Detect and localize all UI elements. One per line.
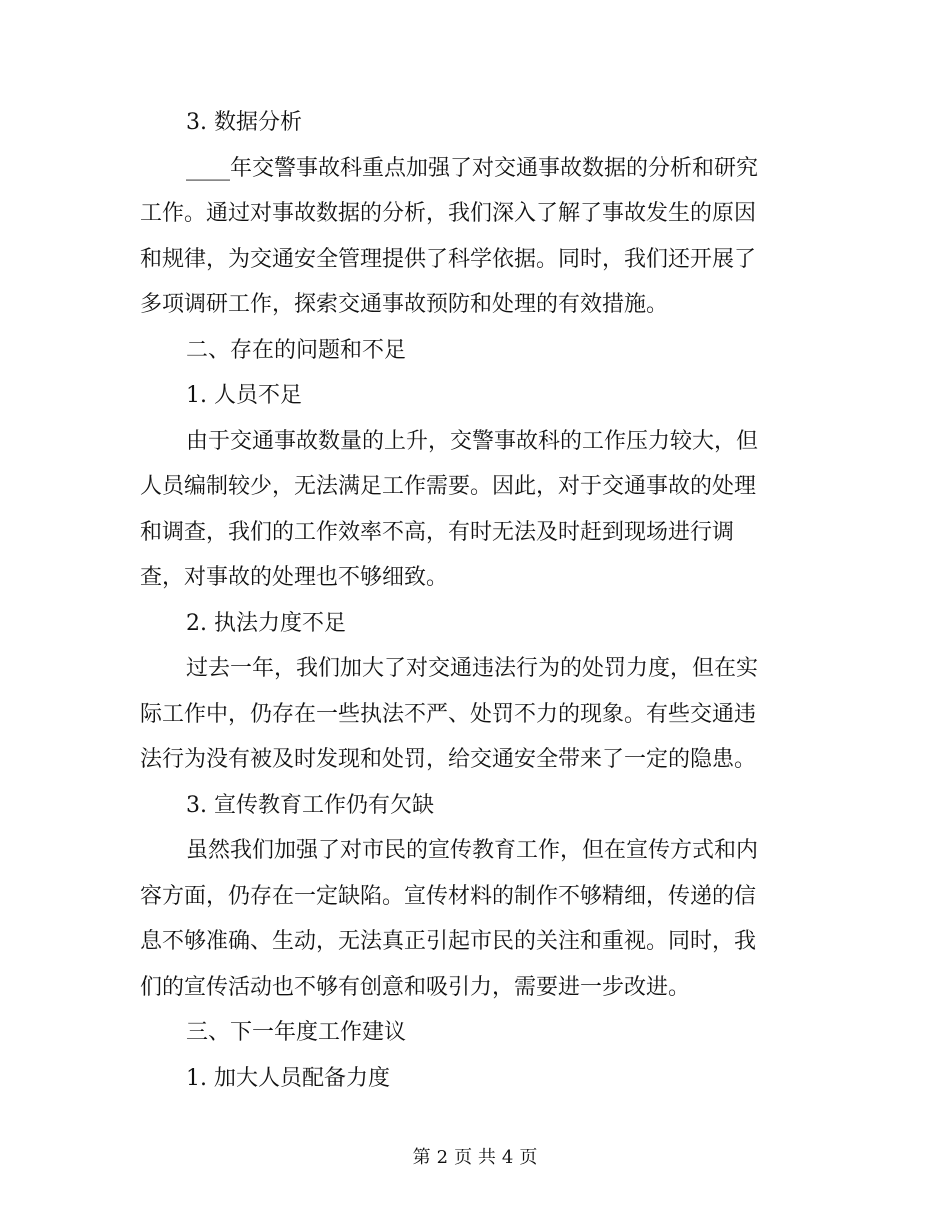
paragraph-line: 际工作中，仍存在一些执法不严、处罚不力的现象。有些交通违: [140, 701, 757, 727]
paragraph-line: 息不够准确、生动，无法真正引起市民的关注和重视。同时，我: [140, 929, 757, 954]
footer-prefix: 第: [412, 1147, 431, 1168]
section-heading-data-analysis: 3. 数据分析: [186, 110, 302, 135]
paragraph-line: 和调查，我们的工作效率不高，有时无法及时赶到现场进行调: [140, 519, 735, 545]
paragraph-line: 人员编制较少，无法满足工作需要。因此，对于交通事故的处理: [140, 474, 757, 499]
section-heading-suggestions: 三、下一年度工作建议: [186, 1020, 407, 1045]
paragraph-line: ____年交警事故科重点加强了对交通事故数据的分析和研究: [186, 155, 759, 181]
paragraph-line: 法行为没有被及时发现和处罚，给交通安全带来了一定的隐患。: [140, 747, 757, 772]
paragraph-line: 多项调研工作，探索交通事故预防和处理的有效措施。: [140, 292, 669, 317]
footer-middle: 页 共: [454, 1147, 496, 1168]
subsection-heading-publicity: 3. 宣传教育工作仍有欠缺: [186, 792, 434, 818]
paragraph-line: 由于交通事故数量的上升，交警事故科的工作压力较大，但: [186, 428, 759, 454]
footer-total-pages: 4: [501, 1147, 514, 1168]
paragraph-line: 和规律，为交通安全管理提供了科学依据。同时，我们还开展了: [140, 246, 757, 272]
footer-suffix: 页: [519, 1147, 538, 1168]
footer-page-number: 2: [436, 1147, 449, 1168]
document-body: [140, 100, 800, 1101]
subsection-heading-staffing: 1. 加大人员配备力度: [186, 1065, 390, 1091]
paragraph-line: 工作。通过对事故数据的分析，我们深入了解了事故发生的原因: [140, 201, 757, 226]
page-footer: [0, 1146, 950, 1170]
subsection-heading-enforcement: 2. 执法力度不足: [186, 610, 346, 636]
paragraph-line: 容方面，仍存在一定缺陷。宣传材料的制作不够精细，传递的信: [140, 883, 757, 909]
paragraph-line: 虽然我们加强了对市民的宣传教育工作，但在宣传方式和内: [186, 838, 759, 863]
paragraph-line: 过去一年，我们加大了对交通违法行为的处罚力度，但在实: [186, 656, 759, 681]
paragraph-line: 们的宣传活动也不够有创意和吸引力，需要进一步改进。: [140, 974, 691, 1000]
subsection-heading-staff-shortage: 1. 人员不足: [186, 383, 302, 408]
paragraph-line: 查，对事故的处理也不够细致。: [140, 565, 449, 590]
section-heading-problems: 二、存在的问题和不足: [186, 337, 407, 363]
